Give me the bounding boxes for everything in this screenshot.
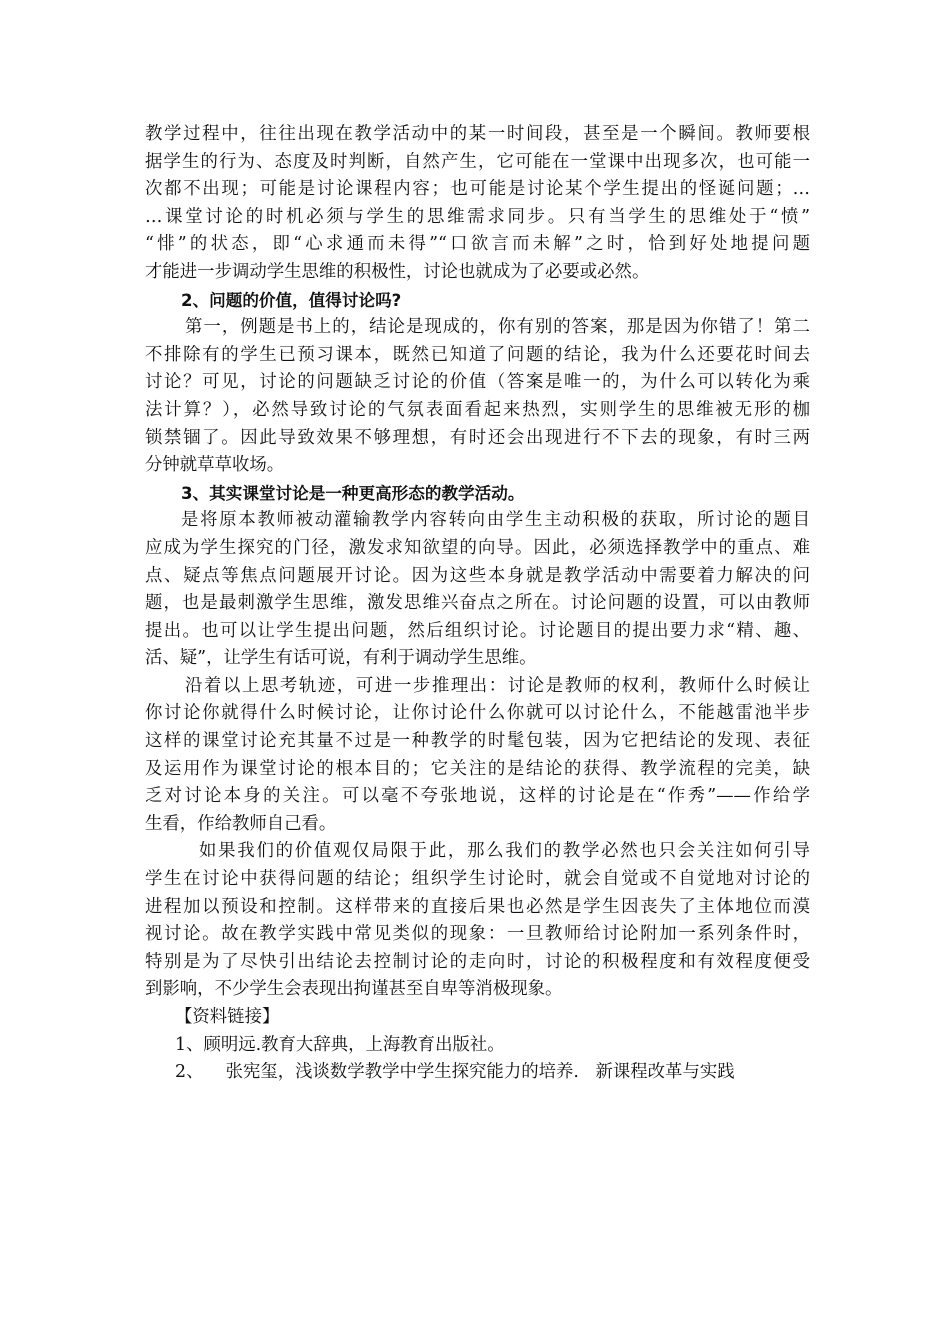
section-heading-2: 2、问题的价值，值得讨论吗? xyxy=(181,290,402,310)
text-line: 题，也是最刺激学生思维，激发思维兴奋点之所在。讨论问题的设置，可以由教师 xyxy=(145,593,810,614)
text-line: 才能进一步调动学生思维的积极性，讨论也就成为了必要或必然。 xyxy=(145,261,650,282)
text-line: 次都不出现；可能是讨论课程内容；也可能是讨论某个学生提出的怪诞问题；… xyxy=(145,179,810,200)
intro-paragraph xyxy=(145,121,810,287)
text-line: 特别是为了尽快引出结论去控制讨论的走向时，讨论的积极程度和有效程度便受 xyxy=(145,951,810,972)
text-line: “悱”的状态，即“心求通而未得”“口欲言而未解”之时，恰到好处地提问题 xyxy=(145,234,810,255)
text-line: 活、疑”，让学生有话可说，有利于调动学生思维。 xyxy=(145,648,537,669)
text-line: 这样的课堂讨论充其量不过是一种教学的时髦包装，因为它把结论的发现、表征 xyxy=(145,731,810,752)
section3-paragraph-1 xyxy=(145,507,810,673)
text-line: 法计算？），必然导致讨论的气氛表面看起来热烈，实则学生的思维被无形的枷 xyxy=(145,399,810,420)
text-line: 第一，例题是书上的，结论是现成的，你有别的答案，那是因为你错了！第二 xyxy=(185,317,810,338)
reference-item: 2、 张宪玺，浅谈数学教学中学生探究能力的培养. 新课程改革与实践 xyxy=(175,1062,735,1083)
text-line: 乏对讨论本身的关注。可以毫不夸张地说，这样的讨论是在“作秀”——作给学 xyxy=(145,786,810,807)
references-heading: 【资料链接】 xyxy=(175,1007,280,1027)
text-line: 讨论？可见，讨论的问题缺乏讨论的价值（答案是唯一的，为什么可以转化为乘 xyxy=(145,372,810,393)
document-page xyxy=(145,121,810,1087)
text-line: 进程加以预设和控制。这样带来的直接后果也必然是学生因丧失了主体地位而漠 xyxy=(145,896,810,917)
section2-paragraph xyxy=(145,314,810,480)
references-list xyxy=(145,1032,810,1087)
text-line: 生看，作给教师自己看。 xyxy=(145,813,337,834)
text-line: 锁禁锢了。因此导致效果不够理想，有时还会出现进行不下去的现象，有时三两 xyxy=(145,427,810,448)
text-line: 你讨论你就得什么时候讨论，让你讨论什么你就可以讨论什么，不能越雷池半步 xyxy=(145,703,810,724)
section-heading-3: 3、其实课堂讨论是一种更高形态的教学活动。 xyxy=(181,483,525,503)
text-line: 教学过程中，往往出现在教学活动中的某一时间段，甚至是一个瞬间。教师要根 xyxy=(145,124,810,144)
text-line: 据学生的行为、态度及时判断，自然产生，它可能在一堂课中出现多次，也可能一 xyxy=(145,151,810,172)
text-line: …课堂讨论的时机必须与学生的思维需求同步。只有当学生的思维处于“愤” xyxy=(145,206,810,227)
text-line: 如果我们的价值观仅局限于此，那么我们的教学必然也只会关注如何引导 xyxy=(199,841,810,862)
text-line: 分钟就草草收场。 xyxy=(145,455,285,476)
reference-item: 1、顾明远.教育大辞典，上海教育出版社。 xyxy=(175,1034,505,1055)
text-line: 不排除有的学生已预习课本，既然已知道了问题的结论，我为什么还要花时间去 xyxy=(145,344,810,365)
text-line: 到影响，不少学生会表现出拘谨甚至自卑等消极现象。 xyxy=(145,979,563,1000)
text-line: 应成为学生探究的门径，激发求知欲望的向导。因此，必须选择教学中的重点、难 xyxy=(145,537,810,558)
text-line: 视讨论。故在教学实践中常见类似的现象：一旦教师给讨论附加一系列条件时， xyxy=(145,924,810,945)
text-line: 学生在讨论中获得问题的结论；组织学生讨论时，就会自觉或不自觉地对讨论的 xyxy=(145,869,810,890)
text-line: 及运用作为课堂讨论的根本目的；它关注的是结论的获得、教学流程的完美，缺 xyxy=(145,758,810,779)
text-line: 点、疑点等焦点问题展开讨论。因为这些本身就是教学活动中需要着力解决的问 xyxy=(145,565,810,586)
text-line: 提出。也可以让学生提出问题，然后组织讨论。讨论题目的提出要力求“精、趣、 xyxy=(145,620,810,641)
section3-paragraph-2 xyxy=(145,673,810,839)
section3-paragraph-3 xyxy=(145,838,810,1004)
text-line: 是将原本教师被动灌输教学内容转向由学生主动积极的获取，所讨论的题目 xyxy=(181,510,810,531)
text-line: 沿着以上思考轨迹，可进一步推理出：讨论是教师的权利，教师什么时候让 xyxy=(185,675,810,696)
